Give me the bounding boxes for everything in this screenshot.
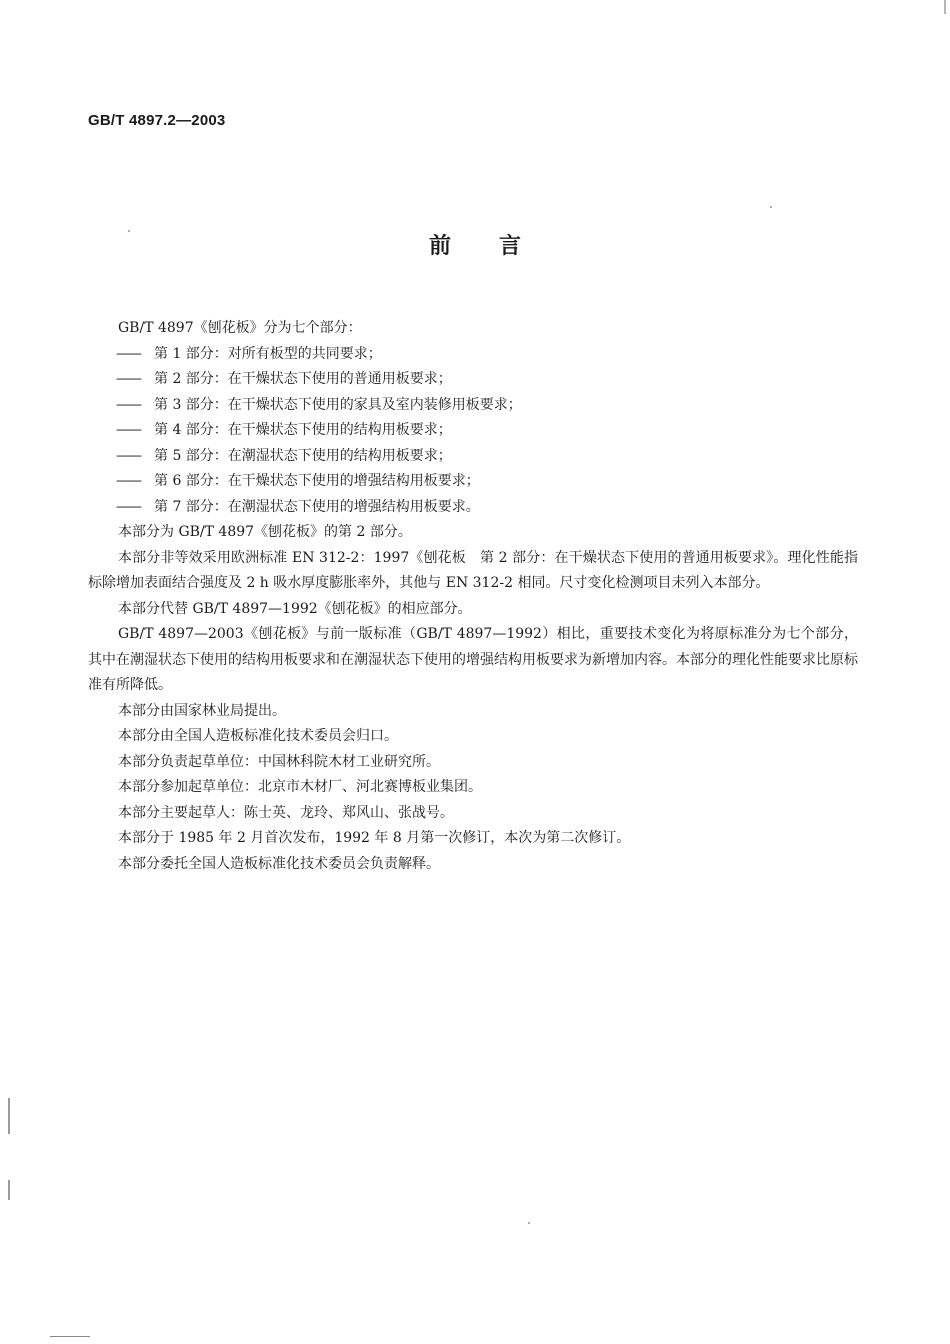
paragraph: 本部分为 GB/T 4897《刨花板》的第 2 部分。 bbox=[118, 524, 412, 540]
parts-list bbox=[88, 342, 858, 521]
paragraph: 本部分由全国人造板标准化技术委员会归口。 bbox=[118, 728, 398, 744]
paragraph: 本部分委托全国人造板标准化技术委员会负责解释。 bbox=[118, 855, 440, 872]
dash-mark: —— bbox=[116, 371, 140, 387]
paragraph: GB/T 4897—2003《刨花板》与前一版标准（GB/T 4897—1992）相比，重要技术变化为将原标准分为七个部分，其中在潮湿状态下使用的结构用板要求和在潮湿状态下使用的增强结构用板要求为新增加内容。本部分的理化性能要求比原标准有所降低。 bbox=[88, 626, 858, 693]
scan-edge-mark bbox=[8, 1098, 10, 1134]
paragraph: 本部分代替 GB/T 4897—1992《刨花板》的相应部分。 bbox=[118, 600, 472, 617]
paragraph: 本部分负责起草单位：中国林科院木材工业研究所。 bbox=[118, 753, 440, 770]
scan-speck bbox=[528, 1222, 530, 1224]
scan-edge-mark bbox=[50, 1336, 90, 1337]
scan-speck bbox=[770, 206, 772, 208]
list-item: —— 第 3 部分：在干燥状态下使用的家具及室内装修用板要求； bbox=[88, 393, 858, 419]
paragraph: 本部分由国家林业局提出。 bbox=[118, 702, 286, 719]
paragraph: 本部分于 1985 年 2 月首次发布，1992 年 8 月第一次修订，本次为第二次修订。 bbox=[118, 830, 631, 846]
list-item: —— 第 2 部分：在干燥状态下使用的普通用板要求； bbox=[88, 367, 858, 393]
scan-edge-mark bbox=[944, 0, 946, 14]
dash-mark: —— bbox=[116, 473, 140, 489]
list-item: —— 第 1 部分：对所有板型的共同要求； bbox=[88, 342, 858, 368]
dash-mark: —— bbox=[116, 396, 140, 413]
paragraph: 本部分主要起草人：陈士英、龙玲、郑风山、张战号。 bbox=[118, 804, 454, 821]
scan-speck bbox=[128, 230, 130, 232]
paragraph: 本部分参加起草单位：北京市木材厂、河北赛博板业集团。 bbox=[118, 779, 482, 795]
list-item: —— 第 6 部分：在干燥状态下使用的增强结构用板要求； bbox=[88, 469, 858, 495]
dash-mark: —— bbox=[116, 447, 140, 464]
standard-code: GB/T 4897.2—2003 bbox=[88, 112, 226, 129]
preface-body bbox=[88, 316, 858, 877]
page-title: 前言 bbox=[428, 233, 569, 259]
list-item: —— 第 7 部分：在潮湿状态下使用的增强结构用板要求。 bbox=[88, 495, 858, 521]
dash-mark: —— bbox=[116, 422, 140, 438]
list-item: —— 第 4 部分：在干燥状态下使用的结构用板要求； bbox=[88, 418, 858, 444]
paragraph: 本部分非等效采用欧洲标准 EN 312-2：1997《刨花板 第 2 部分：在干燥状态下使用的普通用板要求》。理化性能指标除增加表面结合强度及 2 h 吸水厚度膨胀率外，其他与 EN 312-2 相同。尺寸变化检测项目未列入本部分。 bbox=[88, 549, 858, 591]
dash-mark: —— bbox=[116, 498, 140, 515]
intro-paragraph: GB/T 4897《刨花板》分为七个部分： bbox=[118, 320, 362, 336]
list-item: —— 第 5 部分：在潮湿状态下使用的结构用板要求； bbox=[88, 444, 858, 470]
dash-mark: —— bbox=[116, 345, 140, 362]
scan-edge-mark bbox=[8, 1180, 10, 1200]
